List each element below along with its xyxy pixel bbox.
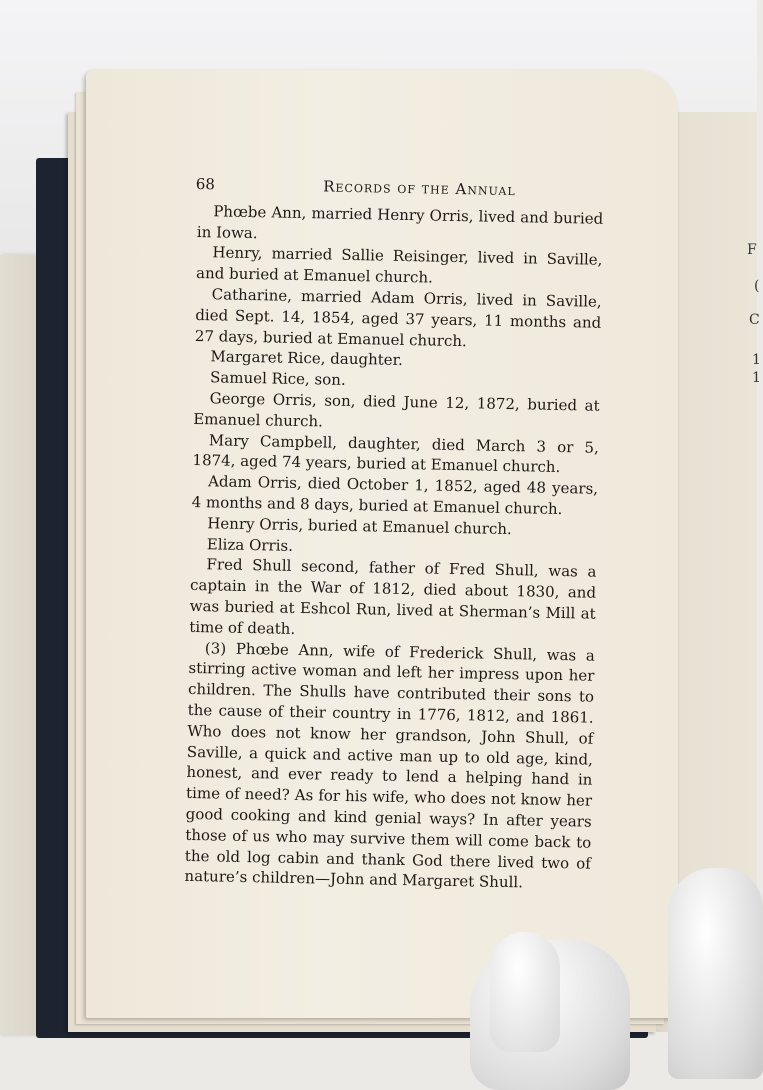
paragraph: (3) Phœbe Ann, wife of Frederick Shull, was a stirring active woman and left her impress upon her children. The Shulls have contributed their sons to the cause of their country in 1776, 1812, and 1861. Who does not know her grandson, John Shull, of Saville, a quick and active man up to old age, kind, honest, and ever ready to lend a helping hand in time of need? As for his wife, who does not know her good cooking and kind genial ways? In after years those of us who may survive them will come back to the old log cabin and thank God there lived two of nature’s children—John and Margaret Shull.: [184, 638, 596, 892]
paragraph: Eliza Orris.: [206, 534, 294, 555]
right-page-fragment: (: [754, 278, 760, 294]
right-page-fragment: F: [747, 242, 757, 258]
paragraph: Mary Campbell, daughter, died March 3 or 5, 1874, aged 74 years, buried at Emanuel church.: [192, 430, 599, 477]
page-number: 68: [195, 174, 216, 194]
paragraph: Fred Shull second, father of Fred Shull, was a captain in the War of 1812, died about 1830, and was buried at Eshcol Run, lived at Sherman’s Mill at time of death.: [189, 555, 597, 638]
right-page-fragment: 1: [752, 370, 761, 386]
paragraph: Adam Orris, died October 1, 1852, aged 48 years, 4 months and 8 days, buried at Emanuel church.: [191, 472, 599, 519]
paragraph: Henry Orris, buried at Emanuel church.: [207, 513, 512, 538]
paragraph: Margaret Rice, daughter.: [210, 347, 404, 370]
paragraph: Henry, married Sallie Reisinger, lived in Saville, and buried at Emanuel church.: [195, 243, 603, 287]
paragraph: George Orris, son, died June 12, 1872, buried at Emanuel church.: [193, 389, 600, 431]
gloved-finger: [490, 932, 560, 1052]
running-head: Records of the Annual: [323, 177, 516, 200]
paragraph: Phœbe Ann, married Henry Orris, lived and buried in Iowa.: [196, 202, 604, 242]
right-page-fragment: C: [749, 312, 760, 328]
gloved-hand-right: [668, 868, 763, 1079]
page-text: [184, 174, 604, 895]
right-page-fragment: 1: [752, 352, 761, 368]
paragraph: Samuel Rice, son.: [209, 368, 346, 390]
paragraph: Catharine, married Adam Orris, lived in Saville, died Sept. 14, 1854, aged 37 years, 11 months and 27 days, buried at Emanuel church.: [194, 285, 602, 350]
